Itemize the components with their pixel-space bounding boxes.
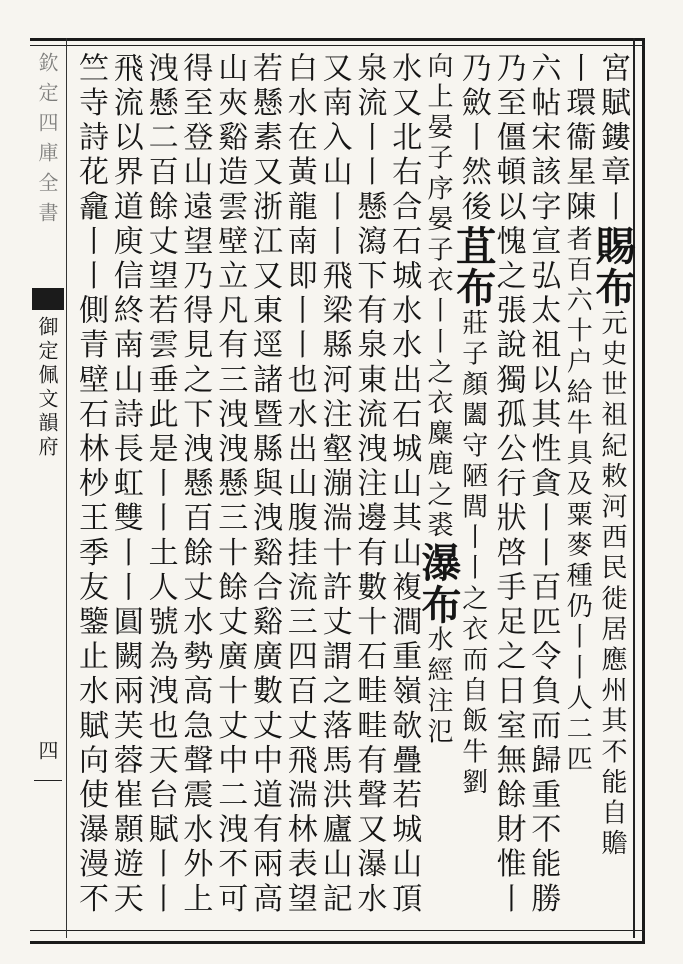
text-column-8: [348, 52, 388, 922]
body-text: 飛流以界道庾信終南山詩長虹雙丨丨圓闕兩芙蓉崔顥遊天: [107, 52, 143, 917]
text-column-4: [488, 52, 528, 922]
body-text: 水又北右合石城水水出石城山其山複澗重嶺欹疊若城山頂: [386, 52, 422, 917]
margin-book-title: 御定佩文韻府: [35, 316, 59, 460]
body-text: 又南入山丨丨飛梁縣河注壑漰湍十許丈謂之落馬洪廬山記: [316, 52, 352, 917]
headword: 瀑布: [415, 541, 462, 626]
body-text: 乃斂: [455, 52, 491, 122]
body-text: 泉流丨丨懸瀉下有泉東流洩注邊有數十石畦畦有聲又瀑水: [351, 52, 387, 917]
frame-right-rule: [633, 38, 635, 938]
annotation-text: 元史世祖紀敕河西民徙居應州其不能自贍: [597, 309, 627, 860]
text-column-11: [244, 52, 284, 922]
text-column-5: [449, 52, 497, 922]
body-text: 洩懸二百餘丈望若雲垂此是丨丨土人號為洩也天台賦丨丨: [142, 52, 178, 917]
text-column-9: [314, 52, 354, 922]
fishtail-mark: [32, 288, 64, 310]
frame-bottom-rule: [30, 930, 645, 931]
annotation-text: 向上晏子序晏子衣丨丨之衣麋鹿之裘: [423, 52, 453, 542]
headword: 苴布: [449, 225, 497, 310]
body-text: 丨然後: [455, 121, 491, 226]
text-column-14: [140, 52, 180, 922]
frame-top-rule: [30, 45, 645, 46]
text-column-6: [415, 52, 462, 922]
annotation-text: 者百六十户給牛具及粟麥種仍丨丨人二匹: [562, 225, 593, 776]
body-text: 得至登山遠望乃得見之下洩懸百餘丈水勢高急聲震水外上: [177, 52, 213, 917]
body-text: 若懸素又浙江又東逕諸暨縣與洩谿合谿廣數丈中道有兩高: [247, 52, 282, 917]
margin-page-rule: [34, 780, 62, 781]
text-column-2: [557, 52, 597, 922]
body-text: 白水在黃龍南即丨丨也水出山腹挂流三四百丈飛湍林表望: [281, 52, 317, 917]
body-text: 六帖宋該字宣弘太祖以其性貪丨丨百匹令負而歸重不能勝: [525, 52, 561, 917]
text-column-1: [589, 52, 636, 922]
margin-series-title: 欽定四庫全書: [35, 52, 59, 232]
text-column-12: [209, 52, 249, 922]
body-text: 山夾谿造雲壁立凡有三洩洩懸三十餘丈廣十丈中二洩不可: [212, 52, 248, 917]
annotation-text: 莊子顏闔守陋閭丨丨之衣而自飯牛劉: [457, 309, 488, 799]
headword: 賜布: [589, 225, 636, 309]
text-column-16: [70, 52, 110, 922]
margin-page-number: 四: [35, 740, 59, 760]
text-column-7: [383, 52, 423, 922]
text-column-3: [522, 52, 562, 922]
body-text: 宮賦鏤章丨: [595, 52, 630, 225]
text-column-13: [174, 52, 214, 922]
annotation-text: 水經注氾: [423, 625, 453, 749]
text-column-15: [105, 52, 145, 922]
body-text: 乃至僵頓以愧之張說獨孤公行狀啓手足之日室無餘財惟丨: [490, 52, 526, 917]
text-column-10: [279, 52, 319, 922]
body-text: 竺寺詩花龕丨丨側青壁石林杪王季友鑒止水賦向使瀑漫不: [73, 52, 108, 917]
body-text: 丨環衞星陳: [560, 52, 596, 225]
